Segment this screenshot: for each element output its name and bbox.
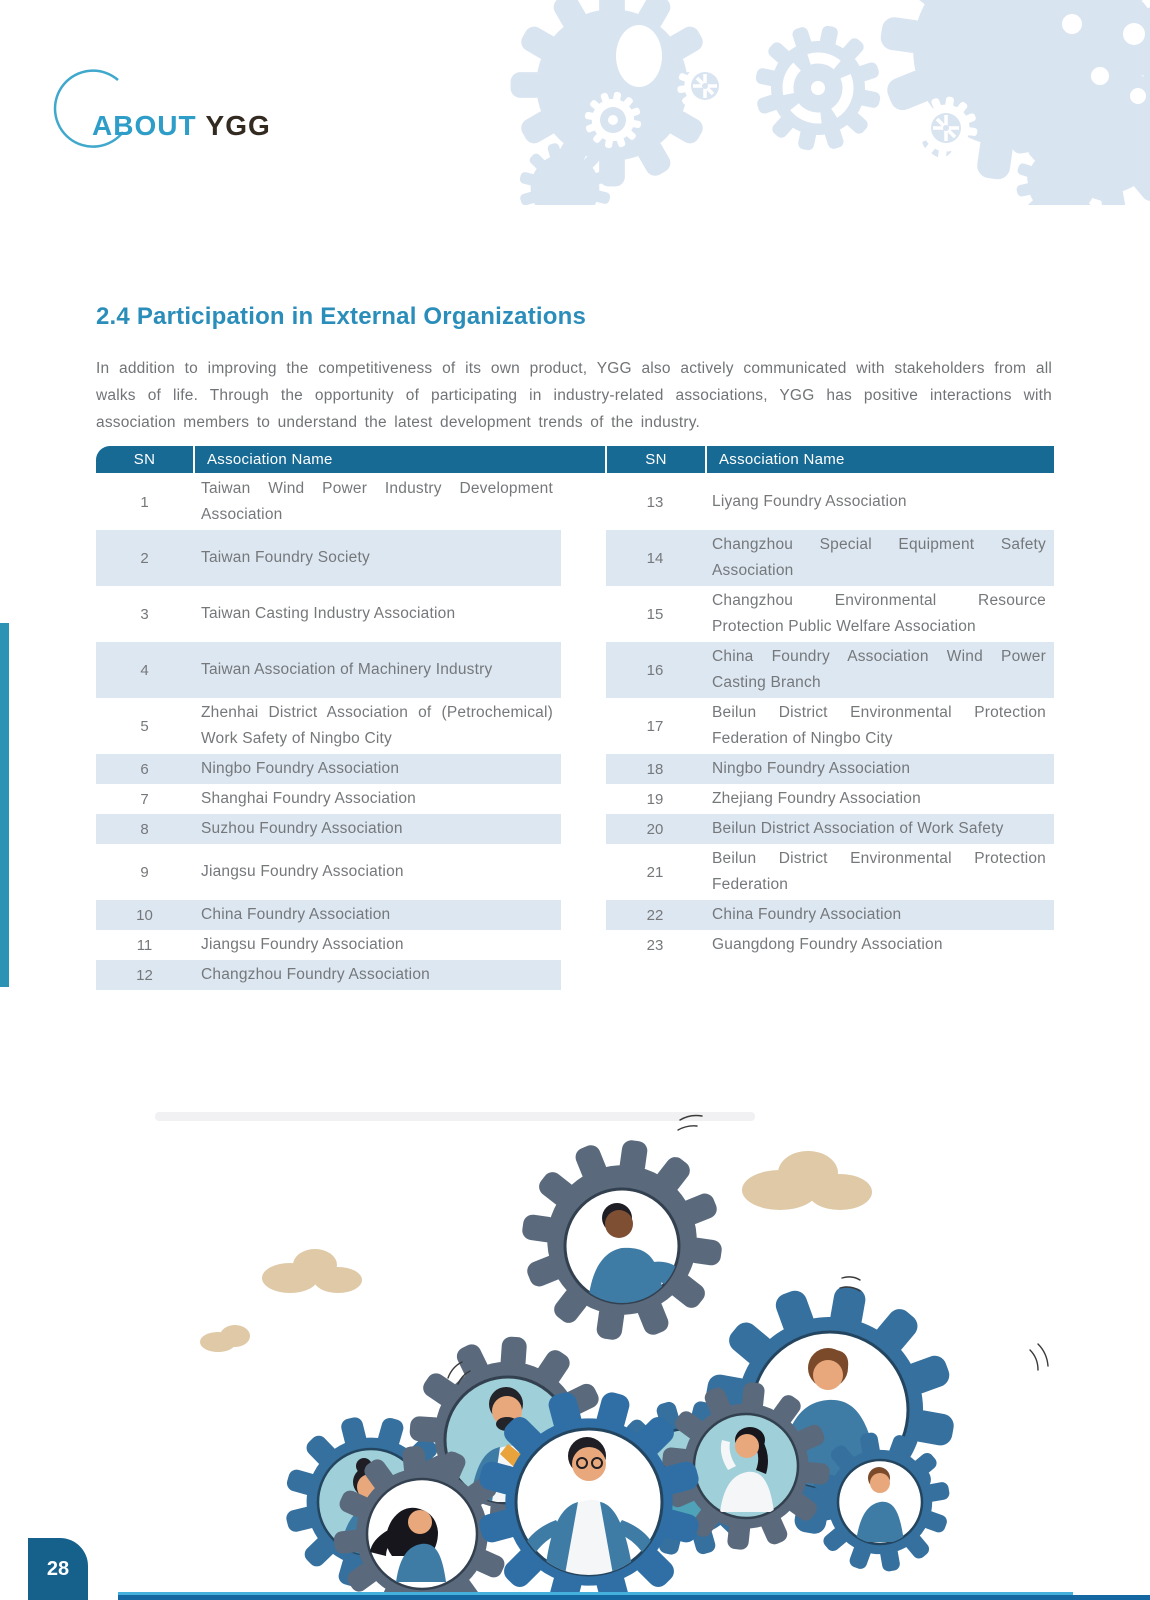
association-name-cell: Changzhou Foundry Association (201, 966, 430, 983)
sn-cell: 12 (136, 966, 153, 984)
sn-cell: 8 (140, 820, 149, 838)
association-name-cell: Ningbo Foundry Association (201, 760, 400, 777)
sn-cell: 6 (140, 760, 149, 778)
association-name-cell: Beilun District Environmental Protection Federation of Ningbo City (712, 704, 1046, 747)
sn-cell: 16 (646, 661, 664, 679)
section-paragraph: In addition to improving the competitiveness of its own product, YGG also actively communicated with stakeholders from all walks of life. Through the opportunity of participating in industry-related associations, YGG has positive interactions with association members to understand the latest development trends of the industry. (96, 360, 1052, 431)
sn-cell: 15 (646, 605, 664, 623)
association-name-cell: Zhenhai District Association of (Petrochemical) Work Safety of Ningbo City (201, 704, 553, 747)
sn-cell: 11 (136, 936, 153, 954)
sn-cell: 22 (646, 906, 664, 924)
association-name-cell: Taiwan Casting Industry Association (201, 605, 456, 622)
sn-cell (606, 960, 704, 990)
column-header-association-name: Association Name (707, 446, 1054, 473)
table-header-row (96, 446, 1054, 473)
table-row (96, 586, 1054, 642)
gear-hole (616, 25, 662, 87)
gray-streak (155, 1112, 755, 1121)
association-name-cell: China Foundry Association (712, 906, 902, 923)
table-row (96, 698, 1054, 754)
association-name-cell: Jiangsu Foundry Association (201, 863, 404, 880)
sn-cell: 7 (140, 790, 149, 808)
column-header-sn: SN (96, 446, 193, 473)
sn-cell: 21 (646, 863, 664, 881)
table-row (96, 844, 1054, 900)
table-row (96, 754, 1054, 784)
page-number: 28 (46, 1557, 70, 1580)
sn-cell: 4 (140, 661, 149, 679)
footer-dark-rule (118, 1595, 1150, 1600)
table-row (96, 642, 1054, 698)
teamwork-gears-illustration (140, 1050, 1100, 1600)
column-header-sn: SN (607, 446, 705, 473)
sn-cell: 1 (140, 493, 149, 511)
left-accent-bar (0, 623, 9, 987)
association-name-cell: Liyang Foundry Association (712, 493, 907, 510)
gears-decoration (450, 0, 1150, 205)
association-name-cell: China Foundry Association (201, 906, 391, 923)
association-name-cell: Ningbo Foundry Association (712, 760, 911, 777)
brand-about: ABOUT (92, 110, 197, 141)
sn-cell: 19 (646, 790, 664, 808)
cloud (742, 1151, 872, 1210)
association-name-cell: Changzhou Environmental Resource Protection Public Welfare Association (712, 592, 1046, 635)
table-row (96, 900, 1054, 930)
page-number-badge (28, 1538, 88, 1600)
association-name-cell: Beilun District Environmental Protection Federation (712, 850, 1046, 893)
association-name-cell: China Foundry Association Wind Power Casting Branch (712, 648, 1046, 691)
table-row (96, 784, 1054, 814)
association-name-cell: Jiangsu Foundry Association (201, 936, 404, 953)
table-row (96, 814, 1054, 844)
section-title: 2.4 Participation in External Organizations (96, 303, 587, 330)
table-row (96, 530, 1054, 586)
sn-cell: 10 (136, 906, 153, 924)
association-name-cell: Shanghai Foundry Association (201, 790, 416, 807)
table-body (96, 474, 1054, 990)
associations-table (96, 446, 1054, 990)
table-row (96, 930, 1054, 960)
brand-ygg: YGG (205, 110, 271, 141)
table-row (96, 960, 1054, 990)
association-name-cell: Guangdong Foundry Association (712, 936, 943, 953)
association-name-cell: Beilun District Association of Work Safety (712, 820, 1004, 837)
association-name-cell: Taiwan Wind Power Industry Development Association (201, 480, 553, 523)
sn-cell: 13 (646, 493, 664, 511)
association-name-cell: Changzhou Special Equipment Safety Association (712, 536, 1046, 579)
cloud (200, 1325, 250, 1352)
sn-cell: 20 (646, 820, 664, 838)
association-name-cell: Taiwan Foundry Society (201, 549, 370, 566)
gear-man-top (509, 1127, 735, 1353)
page-header-brand (92, 110, 271, 142)
sn-cell: 18 (646, 760, 664, 778)
sn-cell: 5 (140, 717, 149, 735)
sn-cell: 3 (140, 605, 149, 623)
circle-arc-decoration (44, 58, 144, 158)
sn-cell: 2 (140, 549, 149, 567)
sn-cell: 23 (646, 936, 664, 954)
sn-cell: 9 (140, 863, 149, 881)
association-name-cell: Suzhou Foundry Association (201, 820, 403, 837)
sn-cell: 14 (646, 549, 664, 567)
table-row (96, 474, 1054, 530)
sn-cell: 17 (646, 717, 664, 735)
association-name-cell: Taiwan Association of Machinery Industry (201, 661, 493, 678)
cloud (262, 1249, 362, 1293)
column-header-association-name: Association Name (195, 446, 605, 473)
association-name-cell: Zhejiang Foundry Association (712, 790, 921, 807)
